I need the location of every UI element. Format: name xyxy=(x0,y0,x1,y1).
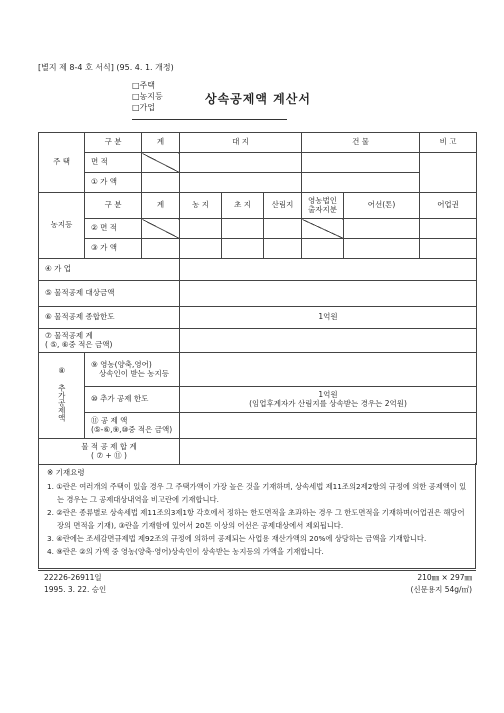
instruction-item-1: 1. ①란은 여러개의 주택이 있을 경우 그 주택가액이 가장 높은 것을 기재하며, 상속세법 제11조의2제2항의 규정에 의한 공제액이 있는 경우는 그 공제대상내역을 비고란에 기재합니다. xyxy=(47,482,467,504)
additional-limit-amount: 1억원 xyxy=(318,389,338,399)
house-col-gubun: 구 분 xyxy=(85,133,142,153)
instruction-item-3: 3. ④란에는 조세감면규제법 제92조의 규정에 의하여 공제되는 사업용 재산가액의 20%에 상당하는 금액을 기재합니다. xyxy=(47,534,427,543)
row-additional-amount xyxy=(85,413,180,439)
checkbox-family-business[interactable]: □가업 xyxy=(132,103,156,112)
farm-col-agri-corp-share: 영농법인 출자지분 xyxy=(302,193,344,219)
house-col-remarks: 비 고 xyxy=(420,133,477,153)
row-agri-heir-land xyxy=(85,353,180,387)
farm-col-grassland: 초 지 xyxy=(222,193,264,219)
house-remarks-cell[interactable] xyxy=(420,153,477,193)
agri-heir-note: 상속인이 받는 농지등 xyxy=(99,368,169,378)
house-row-area: 면 적 xyxy=(85,153,142,173)
agri-heir-value-cell[interactable] xyxy=(180,353,477,387)
farm-value-forest-cell[interactable] xyxy=(264,239,302,259)
additional-amount-value-cell[interactable] xyxy=(180,413,477,439)
farm-col-total: 계 xyxy=(142,193,180,219)
farm-section-label: 농지등 xyxy=(39,193,85,259)
instruction-item-4: 4. ⑨란은 ②의 가액 중 영농(양축·영어)상속인이 상속받는 농지등의 가액을 기재합니다. xyxy=(47,547,324,556)
footer-divider xyxy=(38,570,476,571)
footer-form-code: 22226-26911일 xyxy=(44,573,102,582)
family-business-value-cell[interactable] xyxy=(180,259,477,281)
document-title: 상속공제액 계산서 xyxy=(205,92,311,106)
farm-value-boat-cell[interactable] xyxy=(344,239,420,259)
farm-value-farmland-cell[interactable] xyxy=(180,239,222,259)
deduction-limit-value: 1억원 xyxy=(180,307,477,329)
farm-area-share-cell xyxy=(302,219,344,239)
calculation-table xyxy=(38,132,477,465)
row-additional-limit: ⑩ 추가 공제 한도 xyxy=(85,387,180,413)
farm-area-total-cell xyxy=(142,219,180,239)
row-deduction-target: ⑤ 물적공제 대상금액 xyxy=(39,281,180,307)
deduction-total-label: ⑦ 물적공제 계 xyxy=(45,330,93,340)
farm-col-forest: 산림지 xyxy=(264,193,302,219)
footer-paper-type: (신문용지 54g/㎡) xyxy=(410,585,472,594)
instruction-item-2: 2. ②란은 종류별로 상속세법 제11조의3제1항 각호에서 정하는 한도면적을 초과하는 경우 그 한도면적을 기재하며(어업권은 해당어장의 면적을 기재), ③란을 기재함에 있어서 20톤 이상의 어선은 공제대상에서 제외됩니다. xyxy=(47,508,465,530)
farm-value-total-cell[interactable] xyxy=(142,239,180,259)
grand-total-label: 물 적 공 제 합 계 xyxy=(81,441,137,451)
house-value-land-cell[interactable] xyxy=(180,173,302,193)
farm-col-farmland: 농 지 xyxy=(180,193,222,219)
house-section-label: 주 택 xyxy=(39,133,85,193)
row-grand-total xyxy=(39,439,180,465)
instructions-title: ※ 기재요령 xyxy=(47,468,85,477)
footer-approval-date: 1995. 3. 22. 승인 xyxy=(44,585,107,594)
deduction-target-value-cell[interactable] xyxy=(180,281,477,307)
house-area-building-cell[interactable] xyxy=(302,153,420,173)
row-deduction-limit: ⑥ 물적공제 종합한도 xyxy=(39,307,180,329)
grand-total-note: ( ⑦ + ⑪ ) xyxy=(91,450,127,460)
house-col-building: 건 물 xyxy=(302,133,420,153)
farm-col-gubun: 구 분 xyxy=(85,193,142,219)
farm-area-forest-cell[interactable] xyxy=(264,219,302,239)
additional-limit-forestry-note: (임업후계자가 산림지를 상속받는 경우는 2억원) xyxy=(249,398,407,408)
additional-amount-note: (⑤-⑥,⑨,⑩중 적은 금액) xyxy=(91,424,173,434)
row-family-business: ④ 가 업 xyxy=(39,259,180,281)
farm-area-right-cell[interactable] xyxy=(420,219,477,239)
farm-area-grassland-cell[interactable] xyxy=(222,219,264,239)
deduction-total-value-cell[interactable] xyxy=(180,329,477,353)
farm-area-boat-cell[interactable] xyxy=(344,219,420,239)
footer-paper-size: 210㎜ × 297㎜ xyxy=(417,573,472,582)
house-area-land-cell[interactable] xyxy=(180,153,302,173)
form-number: [별지 제 8-4 호 서식] (95. 4. 1. 개정) xyxy=(38,63,174,72)
farm-col-fishing-boat: 어선(톤) xyxy=(344,193,420,219)
row-deduction-total xyxy=(39,329,180,353)
title-underline xyxy=(132,119,287,120)
farm-value-share-cell[interactable] xyxy=(302,239,344,259)
house-row-value: ① 가 액 xyxy=(85,173,142,193)
farm-row-value: ③ 가 액 xyxy=(85,239,142,259)
farm-col-fishing-right: 어업권 xyxy=(420,193,477,219)
farm-value-grassland-cell[interactable] xyxy=(222,239,264,259)
additional-amount-label: ⑪ 공 제 액 xyxy=(91,415,128,425)
house-value-building-cell[interactable] xyxy=(302,173,420,193)
checkbox-farmland[interactable]: □농지등 xyxy=(132,92,163,101)
grand-total-value-cell[interactable] xyxy=(180,439,477,465)
agri-heir-label: ⑨ 영농(양축,영어) xyxy=(91,359,152,369)
instructions-box xyxy=(38,463,476,569)
farm-area-farmland-cell[interactable] xyxy=(180,219,222,239)
house-col-land: 대 지 xyxy=(180,133,302,153)
checkbox-house[interactable]: □주택 xyxy=(132,81,156,90)
farm-value-right-cell[interactable] xyxy=(420,239,477,259)
house-area-total-cell xyxy=(142,153,180,173)
additional-limit-value xyxy=(180,387,477,413)
farm-row-area: ② 면 적 xyxy=(85,219,142,239)
deduction-total-note: ( ⑤, ⑥중 적은 금액) xyxy=(45,339,113,349)
house-value-total-cell[interactable] xyxy=(142,173,180,193)
house-col-total: 계 xyxy=(142,133,180,153)
additional-deduction-label: ⑧ 추가공제액 xyxy=(39,353,85,439)
